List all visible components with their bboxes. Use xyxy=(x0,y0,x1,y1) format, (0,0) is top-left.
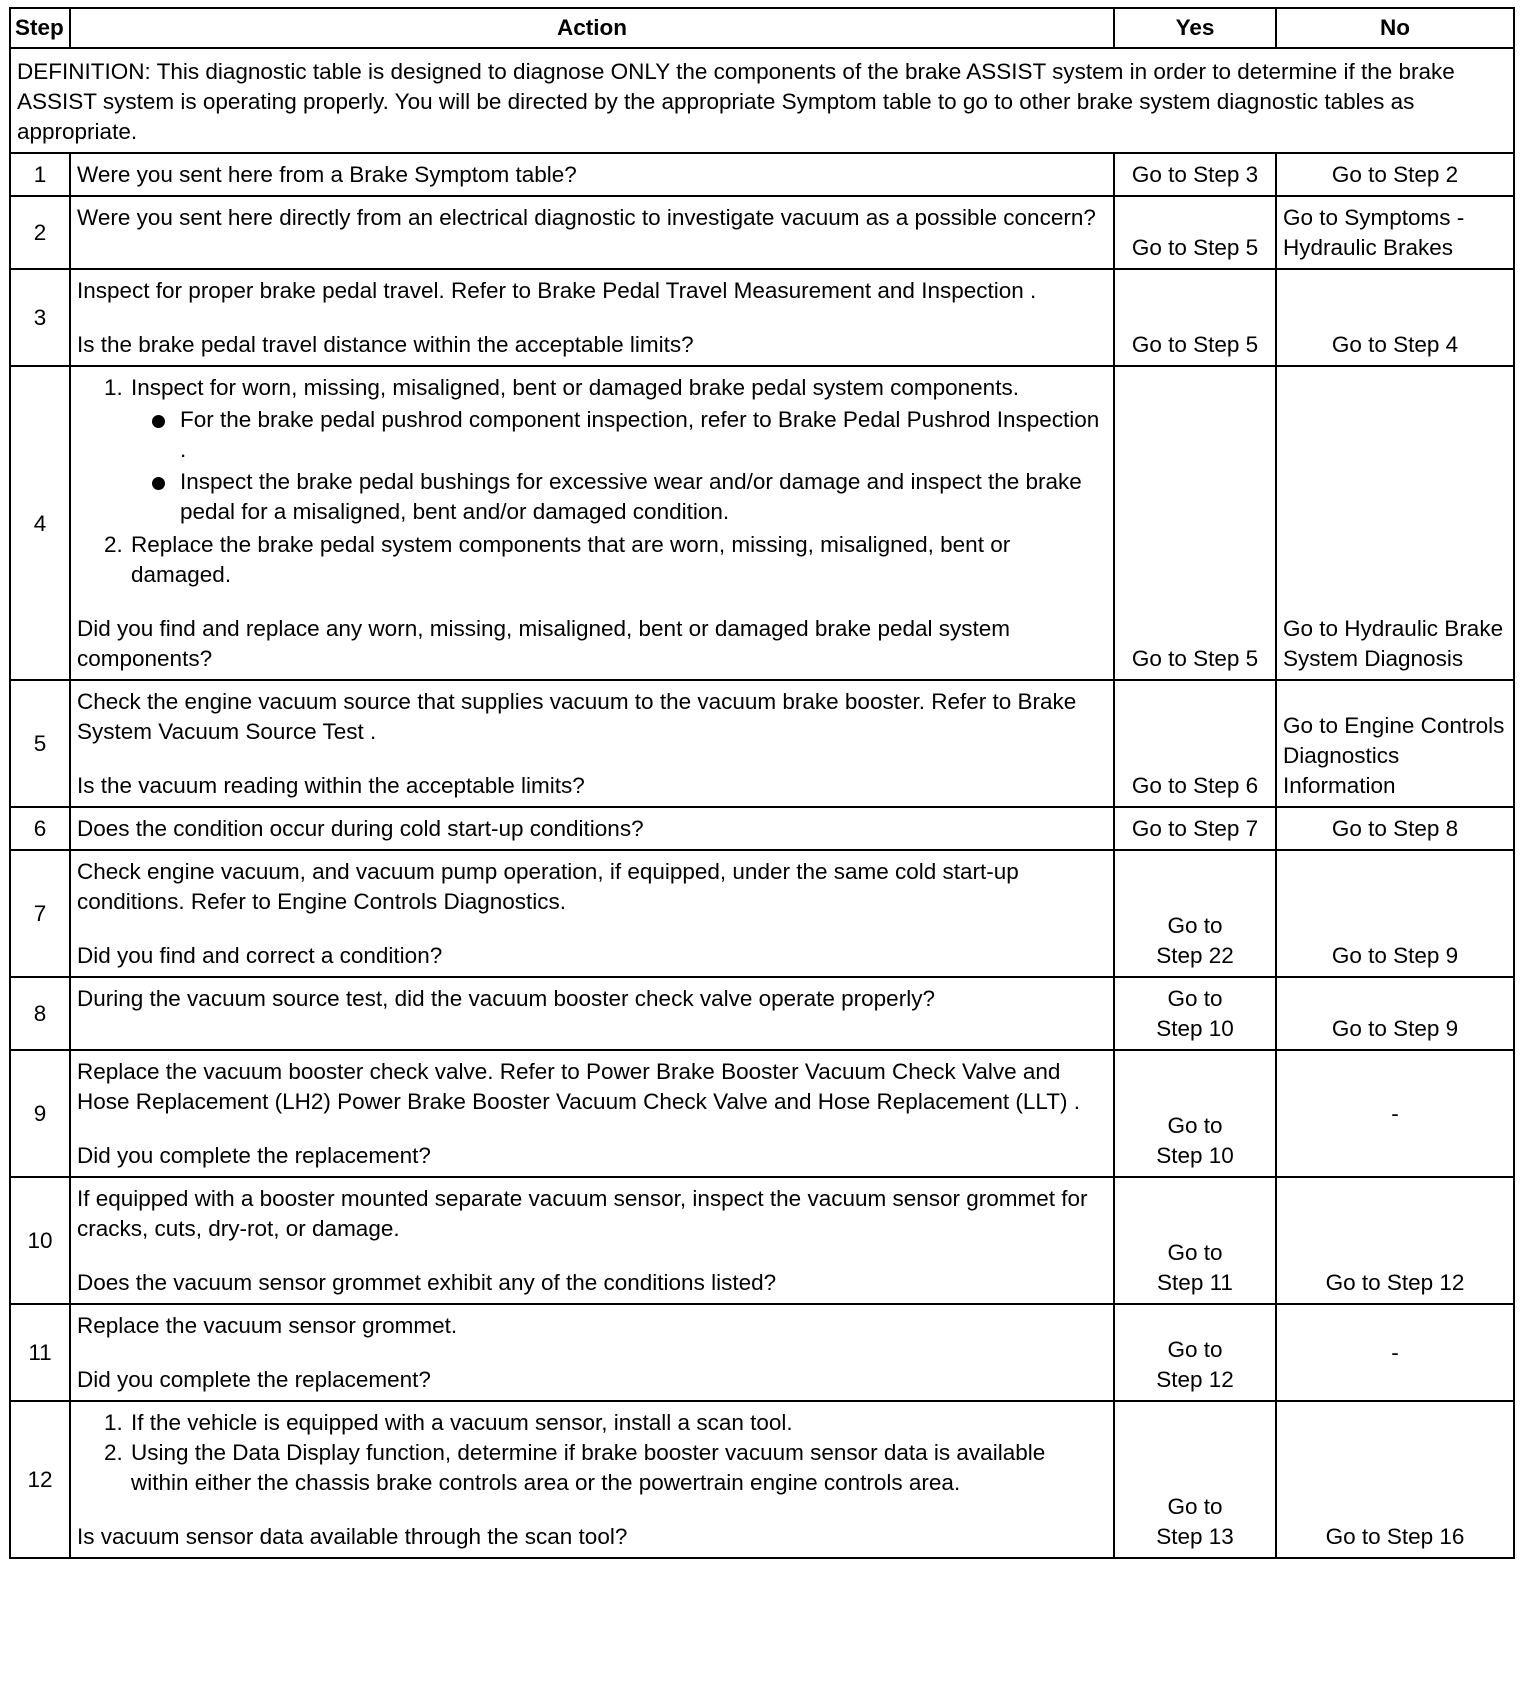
step-number: 8 xyxy=(10,977,70,1050)
step-question: Did you complete the replacement? xyxy=(77,1367,431,1392)
step-action: If equipped with a booster mounted separate vacuum sensor, inspect the vacuum sensor grommet for cracks, cuts, dry-rot, or damage. xyxy=(77,1186,1088,1241)
step-number: 12 xyxy=(10,1401,70,1558)
bullet-item: For the brake pedal pushrod component inspection, refer to Brake Pedal Pushrod Inspection . xyxy=(178,405,1107,465)
step-question: Did you complete the replacement? xyxy=(77,1143,431,1168)
step-number: 6 xyxy=(10,807,70,850)
step-action: Inspect for proper brake pedal travel. Refer to Brake Pedal Travel Measurement and Inspection . xyxy=(77,278,1037,303)
table-row xyxy=(10,850,1514,977)
no-link[interactable]: Go to Step 16 xyxy=(1276,1401,1514,1558)
step-action-cell xyxy=(70,1401,1114,1558)
step-action-cell xyxy=(70,850,1114,977)
table-row xyxy=(10,807,1514,850)
no-link[interactable]: Go to Step 8 xyxy=(1276,807,1514,850)
yes-link[interactable]: Go to Step 7 xyxy=(1114,807,1276,850)
step-number: 2 xyxy=(10,196,70,269)
no-link: - xyxy=(1276,1050,1514,1177)
step-action: Were you sent here from a Brake Symptom table? xyxy=(70,153,1114,196)
bullet-item: Inspect the brake pedal bushings for excessive wear and/or damage and inspect the brake pedal for a misaligned, bent and/or damaged condition. xyxy=(178,467,1107,527)
table-row xyxy=(10,196,1514,269)
step-number: 4 xyxy=(10,366,70,680)
step-action: Replace the vacuum sensor grommet. xyxy=(77,1313,458,1338)
no-link[interactable]: Go to Engine Controls Diagnostics Information xyxy=(1276,680,1514,807)
yes-link[interactable]: Go to Step 12 xyxy=(1114,1304,1276,1401)
header-action: Action xyxy=(70,8,1114,48)
no-link[interactable]: Go to Step 2 xyxy=(1276,153,1514,196)
table-row xyxy=(10,366,1514,680)
table-row xyxy=(10,1401,1514,1558)
yes-link[interactable]: Go to Step 6 xyxy=(1114,680,1276,807)
no-link[interactable]: Go to Step 4 xyxy=(1276,269,1514,366)
no-link[interactable]: Go to Step 9 xyxy=(1276,977,1514,1050)
step-question: Is the brake pedal travel distance within the acceptable limits? xyxy=(77,332,694,357)
bullet-list xyxy=(131,405,1107,527)
yes-link[interactable]: Go to Step 3 xyxy=(1114,153,1276,196)
list-item: 2. Replace the brake pedal system components that are worn, missing, misaligned, bent or damaged. xyxy=(129,530,1107,590)
step-question: Is vacuum sensor data available through the scan tool? xyxy=(77,1524,628,1549)
step-number: 11 xyxy=(10,1304,70,1401)
definition-row xyxy=(10,48,1514,153)
step-action: Does the condition occur during cold start-up conditions? xyxy=(70,807,1114,850)
step-action: Check engine vacuum, and vacuum pump operation, if equipped, under the same cold start-up conditions. Refer to Engine Controls Diagnostics. xyxy=(77,859,1019,914)
step-action: Check the engine vacuum source that supplies vacuum to the vacuum brake booster. Refer to Brake System Vacuum Source Test . xyxy=(77,689,1077,744)
numbered-list xyxy=(77,373,1107,590)
step-number: 5 xyxy=(10,680,70,807)
table-row xyxy=(10,1177,1514,1304)
numbered-list xyxy=(77,1408,1107,1498)
list-item xyxy=(129,373,1107,527)
list-item: 1. If the vehicle is equipped with a vacuum sensor, install a scan tool. xyxy=(129,1408,1107,1438)
step-question: Is the vacuum reading within the acceptable limits? xyxy=(77,773,585,798)
table-header-row xyxy=(10,8,1514,48)
step-action: Replace the vacuum booster check valve. Refer to Power Brake Booster Vacuum Check Valve and Hose Replacement (LH2) Power Brake Booster Vacuum Check Valve and Hose Replacement (LLT) . xyxy=(77,1059,1080,1114)
list-item-text: Inspect for worn, missing, misaligned, bent or damaged brake pedal system components. xyxy=(131,375,1019,400)
yes-link[interactable]: Go to Step 5 xyxy=(1114,196,1276,269)
step-action-cell xyxy=(70,269,1114,366)
step-number: 9 xyxy=(10,1050,70,1177)
yes-link[interactable]: Go to Step 13 xyxy=(1114,1401,1276,1558)
yes-link[interactable]: Go to Step 10 xyxy=(1114,1050,1276,1177)
no-link: - xyxy=(1276,1304,1514,1401)
yes-link[interactable]: Go to Step 10 xyxy=(1114,977,1276,1050)
header-yes: Yes xyxy=(1114,8,1276,48)
no-link[interactable]: Go to Step 12 xyxy=(1276,1177,1514,1304)
step-action-cell xyxy=(70,1304,1114,1401)
no-link[interactable]: Go to Symptoms - Hydraulic Brakes xyxy=(1276,196,1514,269)
step-question: Does the vacuum sensor grommet exhibit any of the conditions listed? xyxy=(77,1270,777,1295)
header-no: No xyxy=(1276,8,1514,48)
yes-link[interactable]: Go to Step 11 xyxy=(1114,1177,1276,1304)
definition-text: DEFINITION: This diagnostic table is designed to diagnose ONLY the components of the brake ASSIST system in order to determine if the brake ASSIST system is operating properly. You will be directed by the appropriate Symptom table to go to other brake system diagnostic tables as appropriate. xyxy=(10,48,1514,153)
step-action: Were you sent here directly from an electrical diagnostic to investigate vacuum as a possible concern? xyxy=(70,196,1114,269)
step-number: 1 xyxy=(10,153,70,196)
step-action-cell xyxy=(70,1050,1114,1177)
step-number: 3 xyxy=(10,269,70,366)
step-action-cell xyxy=(70,1177,1114,1304)
table-row xyxy=(10,153,1514,196)
list-item: 2. Using the Data Display function, determine if brake booster vacuum sensor data is available within either the chassis brake controls area or the powertrain engine controls area. xyxy=(129,1438,1107,1498)
step-question: Did you find and replace any worn, missing, misaligned, bent or damaged brake pedal system components? xyxy=(77,616,1011,671)
yes-link[interactable]: Go to Step 5 xyxy=(1114,269,1276,366)
step-question: Did you find and correct a condition? xyxy=(77,943,443,968)
table-row xyxy=(10,977,1514,1050)
table-row xyxy=(10,680,1514,807)
table-row xyxy=(10,269,1514,366)
step-number: 10 xyxy=(10,1177,70,1304)
no-link[interactable]: Go to Hydraulic Brake System Diagnosis xyxy=(1276,366,1514,680)
table-row xyxy=(10,1050,1514,1177)
step-action-cell xyxy=(70,366,1114,680)
yes-link[interactable]: Go to Step 5 xyxy=(1114,366,1276,680)
yes-link[interactable]: Go to Step 22 xyxy=(1114,850,1276,977)
table-row xyxy=(10,1304,1514,1401)
header-step: Step xyxy=(10,8,70,48)
step-action-cell xyxy=(70,680,1114,807)
step-number: 7 xyxy=(10,850,70,977)
step-action: During the vacuum source test, did the vacuum booster check valve operate properly? xyxy=(70,977,1114,1050)
diagnostic-table xyxy=(9,7,1515,1559)
diagnostic-table-sheet xyxy=(9,7,1515,1559)
no-link[interactable]: Go to Step 9 xyxy=(1276,850,1514,977)
